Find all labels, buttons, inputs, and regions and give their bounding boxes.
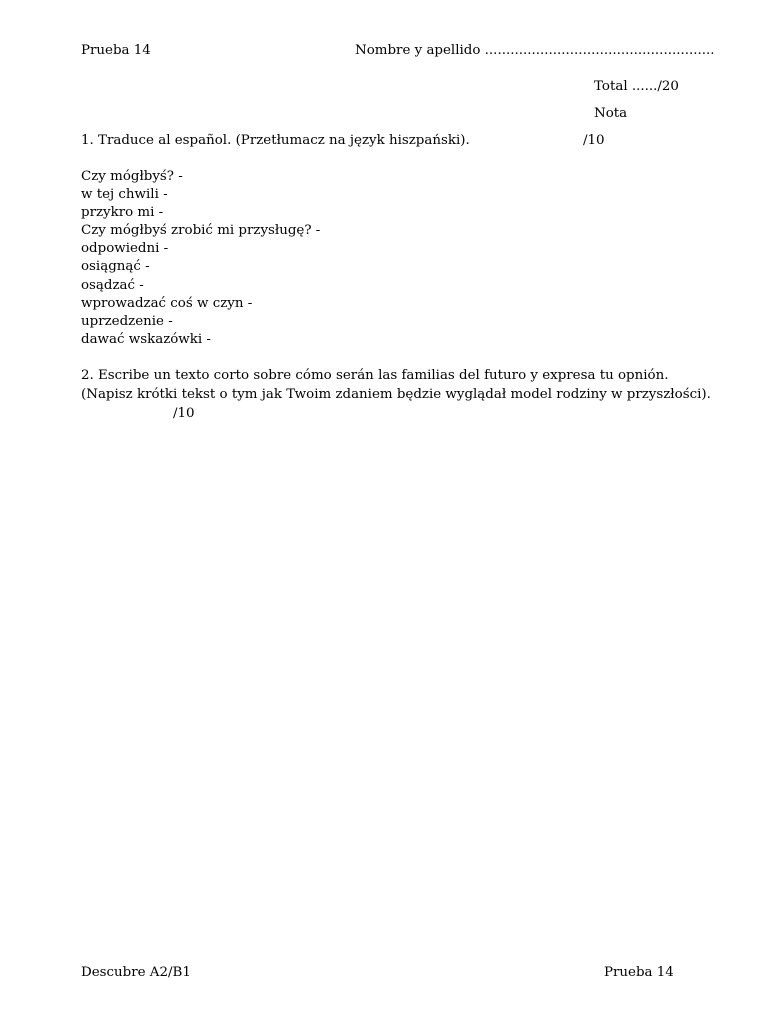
name-field-label: Nombre y apellido ...................................................... <box>355 43 715 58</box>
question2-points: /10 <box>173 406 195 421</box>
translation-item: dawać wskazówki - <box>81 331 211 347</box>
question1-points: /10 <box>583 133 605 148</box>
question2-block <box>81 366 721 423</box>
translation-item: przykro mi - <box>81 205 164 221</box>
translation-item: wprowadzać coś w czyn - <box>81 295 253 311</box>
translation-item: Czy mógłbyś zrobić mi przysługę? - <box>81 223 321 239</box>
test-label: Prueba 14 <box>81 43 151 58</box>
translation-item: osądzać - <box>81 277 144 293</box>
total-score-label: Total ....../20 <box>594 79 679 94</box>
translation-item: w tej chwili - <box>81 187 168 203</box>
translation-list <box>81 168 320 349</box>
translation-item: osiągnąć - <box>81 259 150 275</box>
grade-label: Nota <box>594 106 628 121</box>
translation-item: Czy mógłbyś? - <box>81 169 183 184</box>
translation-item: odpowiedni - <box>81 241 169 257</box>
footer-book-title: Descubre A2/B1 <box>81 965 191 980</box>
question1-text: 1. Traduce al español. (Przetłumacz na język hiszpański). <box>81 133 470 148</box>
footer-test-label: Prueba 14 <box>604 965 674 980</box>
translation-item: uprzedzenie - <box>81 313 173 329</box>
question2-text: 2. Escribe un texto corto sobre cómo serán las familias del futuro y expresa tu opnión. (Napisz krótki tekst o tym jak Twoim zdaniem będzie wyglądał model rodziny w przyszłości). <box>81 368 711 402</box>
